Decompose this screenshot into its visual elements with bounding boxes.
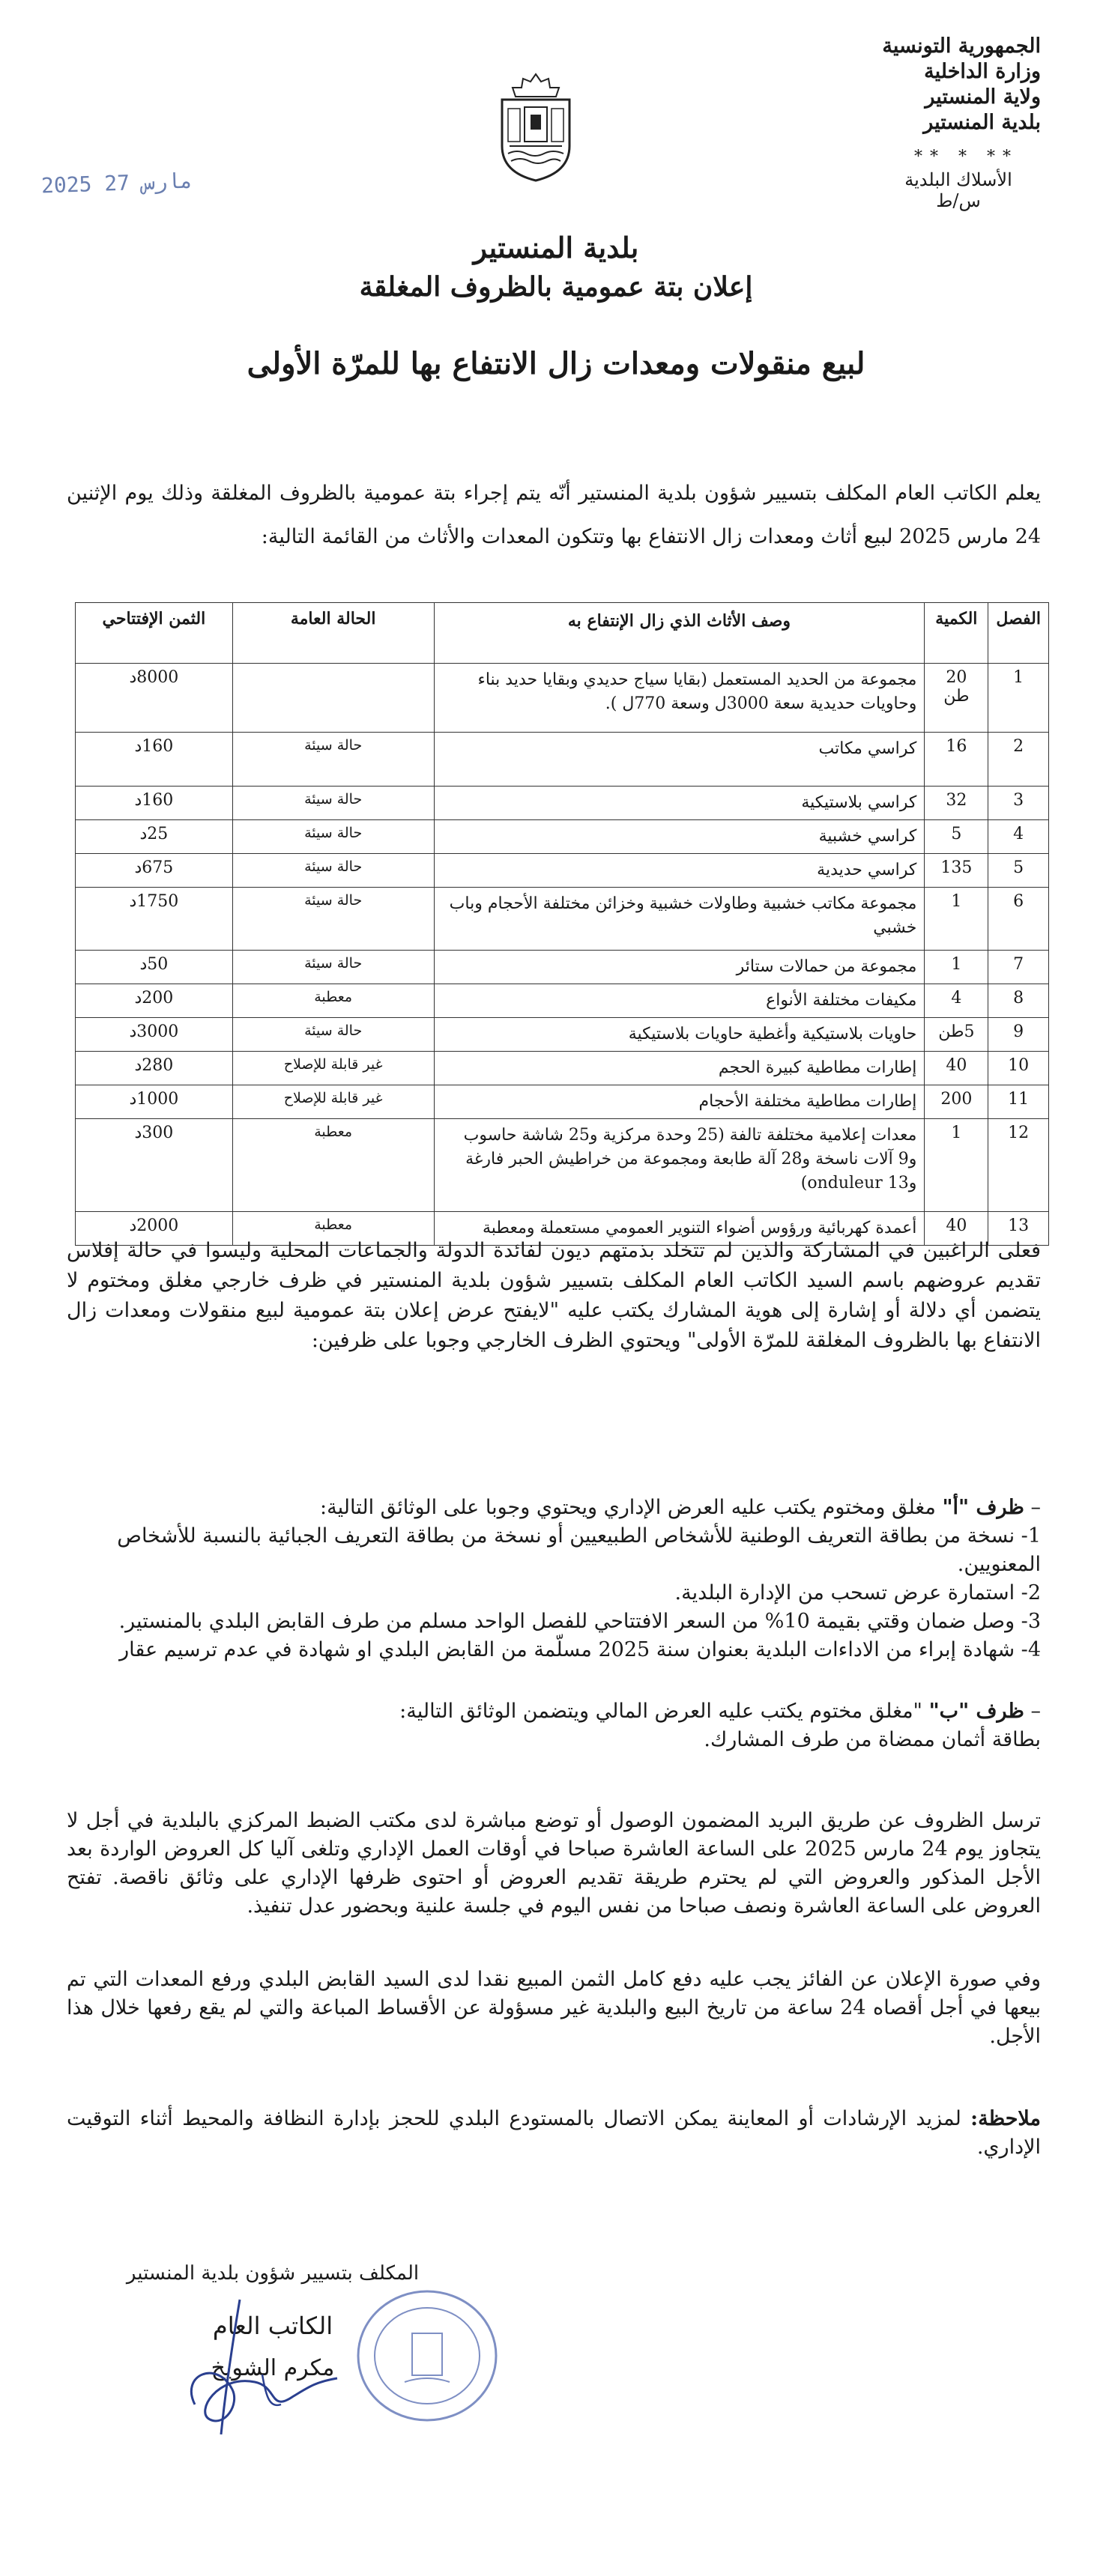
- signatory-title: الكاتب العام: [212, 2312, 333, 2340]
- row-state: معطبة: [232, 984, 434, 1018]
- municipality-title: بلدية المنستير: [473, 231, 639, 264]
- signatory-name: مكرم الشويخ: [211, 2355, 335, 2381]
- envelope-a-label: ظرف "أ": [942, 1496, 1024, 1519]
- row-no: 10: [988, 1052, 1049, 1085]
- table-row: [76, 787, 1049, 820]
- row-no: 9: [988, 1018, 1049, 1052]
- municipality-line: بلدية المنستير: [923, 111, 1041, 134]
- envelope-b-item: بطاقة أثمان ممضاة من طرف المشارك.: [704, 1728, 1041, 1751]
- envelope-a-item: 3- وصل ضمان وقتي بقيمة 10% من السعر الافتتاحي للفصل الواحد مسلم من طرف القابض البلدي بالمنستير.: [118, 1610, 1041, 1633]
- envelope-b-header: – ظرف "ب" "مغلق مختوم يكتب عليه العرض المالي ويتضمن الوثائق التالية:: [399, 1700, 1041, 1723]
- row-price: 3000د: [76, 1018, 233, 1052]
- intro-paragraph: يعلم الكاتب العام المكلف بتسيير شؤون بلدية المنستير أنّه يتم إجراء بتة عمومية بالظروف المغلقة وذلك يوم الإثنين 24 مارس 2025 لبيع أثاث ومعدات زال الانتفاع بها وتتكون المعدات والأثاث من القائمة التالية:: [67, 482, 1041, 548]
- reference-label: س/ط: [936, 190, 981, 211]
- row-state: حالة سيئة: [232, 854, 434, 888]
- row-desc: إطارات مطاطية مختلفة الأحجام: [434, 1085, 925, 1119]
- row-qty: 5طن: [925, 1018, 988, 1052]
- row-price: 25د: [76, 820, 233, 854]
- row-desc: حاويات بلاستيكية وأغطية حاويات بلاستيكية: [434, 1018, 925, 1052]
- note-paragraph: [67, 2105, 1041, 2162]
- table-row: [76, 1119, 1049, 1212]
- header-qty: الكمية: [925, 603, 988, 664]
- row-no: 11: [988, 1085, 1049, 1119]
- row-qty: 1: [925, 888, 988, 951]
- row-no: 6: [988, 888, 1049, 951]
- table-row: [76, 733, 1049, 787]
- envelope-b-section: [67, 1697, 1041, 1754]
- envelope-a-header: – ظرف "أ" مغلق ومختوم يكتب عليه العرض الإداري ويحتوي وجوبا على الوثائق التالية:: [320, 1496, 1041, 1519]
- row-state: معطبة: [232, 1119, 434, 1212]
- envelope-a-item: 1- نسخة من بطاقة التعريف الوطنية للأشخاص الطبيعيين أو نسخة من بطاقة التعريف الجبائية بالنسبة للأشخاص المعنويين.: [117, 1524, 1041, 1576]
- table-row: [76, 664, 1049, 733]
- envelope-a-intro: مغلق ومختوم يكتب عليه العرض الإداري ويحتوي وجوبا على الوثائق التالية:: [320, 1496, 936, 1519]
- table-row: [76, 854, 1049, 888]
- row-state: غير قابلة للإصلاح: [232, 1052, 434, 1085]
- signatory-role: المكلف بتسيير شؤون بلدية المنستير: [126, 2262, 420, 2285]
- row-no: 7: [988, 951, 1049, 984]
- row-desc: كراسي خشبية: [434, 820, 925, 854]
- row-price: 8000د: [76, 664, 233, 733]
- row-no: 2: [988, 733, 1049, 787]
- row-desc: مكيفات مختلفة الأنواع: [434, 984, 925, 1018]
- header-price: الثمن الإفتتاحي: [76, 603, 233, 664]
- table-row: [76, 820, 1049, 854]
- ministry-line: وزارة الداخلية: [924, 60, 1041, 83]
- row-price: 1750د: [76, 888, 233, 951]
- announcement-title: إعلان بتة عمومية بالظروف المغلقة: [359, 271, 753, 303]
- row-no: 13: [988, 1212, 1049, 1246]
- envelope-a-item: 2- استمارة عرض تسحب من الإدارة البلدية.: [674, 1581, 1041, 1604]
- envelope-b-intro: "مغلق مختوم يكتب عليه العرض المالي ويتضمن الوثائق التالية:: [399, 1700, 922, 1723]
- row-no: 4: [988, 820, 1049, 854]
- row-price: 2000د: [76, 1212, 233, 1246]
- municipality-emblem-icon: [495, 71, 577, 184]
- row-state: [232, 664, 434, 733]
- row-qty: 135: [925, 854, 988, 888]
- row-state: حالة سيئة: [232, 733, 434, 787]
- table-row: [76, 984, 1049, 1018]
- subject-title: لبيع منقولات ومعدات زال الانتفاع بها للمرّة الأولى: [247, 346, 865, 381]
- header-desc: وصف الأثاث الذي زال الإنتفاع به: [434, 603, 925, 664]
- row-price: 200د: [76, 984, 233, 1018]
- envelope-b-label: ظرف "ب": [928, 1700, 1024, 1723]
- row-desc: مجموعة من الحديد المستعمل (بقايا سياج حديدي وبقايا حديد بناء وحاويات حديدية سعة 3000ل وسعة 770ل ).: [434, 664, 925, 733]
- row-qty: 16: [925, 733, 988, 787]
- row-state: حالة سيئة: [232, 951, 434, 984]
- items-table: [75, 602, 1049, 1246]
- row-qty: 20 طن: [925, 664, 988, 733]
- row-state: حالة سيئة: [232, 888, 434, 951]
- official-seal-icon: [352, 2285, 502, 2427]
- row-qty: 40: [925, 1212, 988, 1246]
- row-qty: 32: [925, 787, 988, 820]
- row-qty: 40: [925, 1052, 988, 1085]
- row-qty: 4: [925, 984, 988, 1018]
- row-qty: 200: [925, 1085, 988, 1119]
- row-price: 160د: [76, 733, 233, 787]
- row-no: 5: [988, 854, 1049, 888]
- date-stamp: 2025 مارس 27: [40, 168, 193, 198]
- row-desc: معدات إعلامية مختلفة تالفة (25 وحدة مركزية و25 شاشة حاسوب و9 آلات ناسخة و28 آلة طابعة ومجموعة من خراطيش الحبر فارغة و13 onduleur): [434, 1119, 925, 1212]
- envelope-a-item: 4- شهادة إبراء من الاداءات البلدية بعنوان سنة 2025 مسلّمة من القابض البلدي او شهادة في عدم ترسيم عقار: [119, 1638, 1041, 1661]
- row-no: 3: [988, 787, 1049, 820]
- winner-paragraph: وفي صورة الإعلان عن الفائز يجب عليه دفع كامل الثمن المبيع نقدا لدى السيد القابض البلدي ورفع المعدات التي تم بيعها في أجل أقصاه 24 ساعة من تاريخ البيع والبلدية غير مسؤولة عن الأقساط المباعة والتي لم يقع رفعها خلال هذا الأجل.: [67, 1968, 1041, 2048]
- row-price: 50د: [76, 951, 233, 984]
- republic-line: الجمهورية التونسية: [882, 34, 1041, 58]
- governorate-line: ولاية المنستير: [925, 85, 1041, 109]
- stars-separator: ** * **: [914, 148, 1018, 166]
- row-price: 300د: [76, 1119, 233, 1212]
- row-no: 1: [988, 664, 1049, 733]
- submission-paragraph: ترسل الظروف عن طريق البريد المضمون الوصول أو توضع مباشرة لدى مكتب الضبط المركزي بالبلدية في أجل لا يتجاوز يوم 24 مارس 2025 على الساعة العاشرة صباحا في أوقات العمل الإداري وتلغى آليا كل العروض الواردة بعد الأجل المذكور والعروض التي لم يحترم طريقة تقديم العروض أو احتوى ظرفها الإداري على وثائق ناقصة. تفتح العروض على الساعة العاشرة ونصف صباحا من نفس اليوم في جلسة علنية وبحضور عدل تنفيذ.: [67, 1809, 1041, 1918]
- envelope-a-section: [67, 1494, 1041, 1664]
- row-no: 8: [988, 984, 1049, 1018]
- conditions-paragraph: فعلى الراغبين في المشاركة والذين لم تتخلد بذمتهم ديون لفائدة الدولة والجماعات المحلية وليسوا في حالة إفلاس تقديم عروضهم باسم السيد الكاتب العام المكلف بتسيير شؤون بلدية المنستير في ظرف خارجي مغلق ومختوم لا يتضمن أي دلالة أو إشارة إلى هوية المشارك يكتب عليه "لايفتح عرض إعلان بتة عمومية لبيع منقولات ومعدات زال الانتفاع بها بالظروف المغلقة للمرّة الأولى" ويحتوي الظرف الخارجي وجوبا على ظرفين:: [67, 1239, 1041, 1352]
- table-row: [76, 1085, 1049, 1119]
- table-row: [76, 888, 1049, 951]
- row-no: 12: [988, 1119, 1049, 1212]
- row-desc: أعمدة كهربائية ورؤوس أضواء التنوير العمومي مستعملة ومعطبة: [434, 1212, 925, 1246]
- row-state: حالة سيئة: [232, 820, 434, 854]
- table-row: [76, 951, 1049, 984]
- header-no: الفصل: [988, 603, 1049, 664]
- row-qty: 1: [925, 951, 988, 984]
- row-price: 160د: [76, 787, 233, 820]
- row-qty: 1: [925, 1119, 988, 1212]
- row-desc: مجموعة مكاتب خشبية وطاولات خشبية وخزائن مختلفة الأحجام وباب خشبي: [434, 888, 925, 951]
- official-header: [816, 34, 1041, 211]
- row-price: 675د: [76, 854, 233, 888]
- row-desc: إطارات مطاطية كبيرة الحجم: [434, 1052, 925, 1085]
- row-qty: 5: [925, 820, 988, 854]
- handwritten-signature-icon: [150, 2285, 375, 2449]
- row-price: 280د: [76, 1052, 233, 1085]
- header-state: الحالة العامة: [232, 603, 434, 664]
- row-price: 1000د: [76, 1085, 233, 1119]
- row-state: غير قابلة للإصلاح: [232, 1085, 434, 1119]
- row-desc: كراسي حديدية: [434, 854, 925, 888]
- row-state: حالة سيئة: [232, 787, 434, 820]
- row-state: حالة سيئة: [232, 1018, 434, 1052]
- note-label: ملاحظة:: [970, 2107, 1041, 2130]
- table-row: [76, 1052, 1049, 1085]
- note-text: لمزيد الإرشادات أو المعاينة يمكن الاتصال بالمستودع البلدي للحجز بإدارة النظافة والمحيط أثناء التوقيت الإداري.: [67, 2107, 1041, 2159]
- row-desc: كراسي مكاتب: [434, 733, 925, 787]
- row-desc: كراسي بلاستيكية: [434, 787, 925, 820]
- row-state: معطبة: [232, 1212, 434, 1246]
- corps-label: الأسلاك البلدية: [904, 169, 1012, 190]
- table-row: [76, 1018, 1049, 1052]
- row-desc: مجموعة من حمالات ستائر: [434, 951, 925, 984]
- table-header-row: [76, 603, 1049, 664]
